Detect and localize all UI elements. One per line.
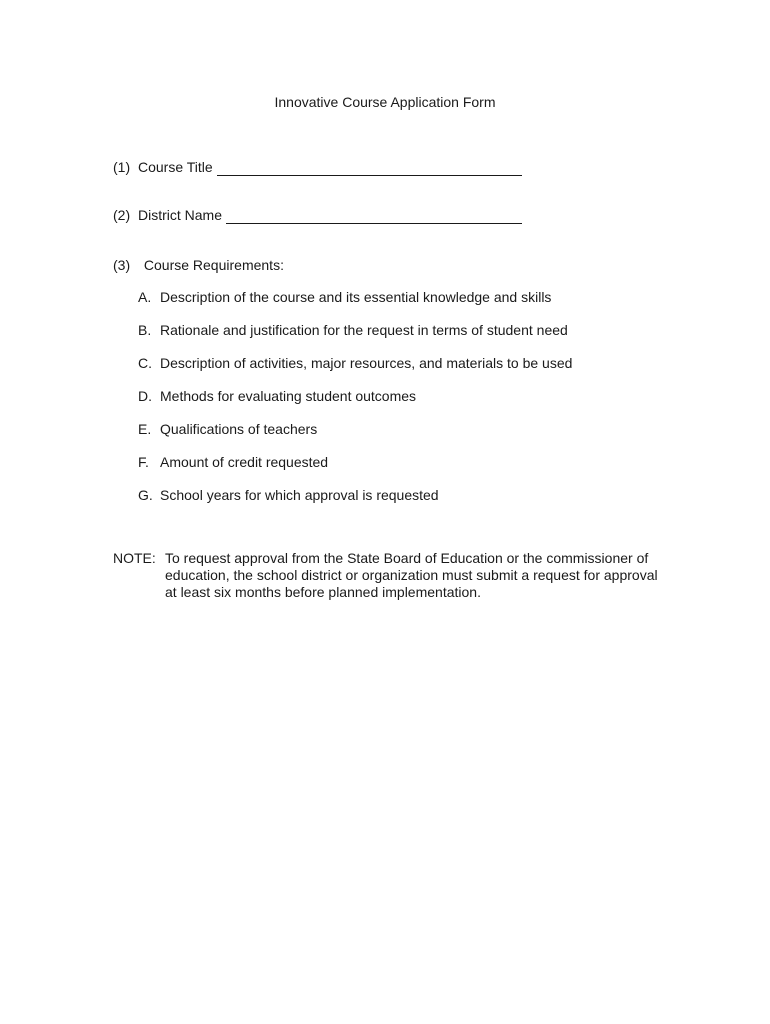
list-item	[138, 453, 572, 486]
item-text: Qualifications of teachers	[160, 421, 318, 437]
course-requirements-heading	[113, 256, 284, 274]
list-item	[138, 288, 572, 321]
form-title: Innovative Course Application Form	[274, 94, 496, 110]
item-letter: D.	[138, 388, 152, 404]
list-item	[138, 420, 572, 453]
item-text: Description of activities, major resources, and materials to be used	[160, 355, 573, 371]
section-number: (3)	[113, 257, 131, 273]
section-heading: Course Requirements:	[143, 257, 284, 273]
note-label: NOTE:	[113, 550, 156, 566]
field-number: (1)	[113, 159, 131, 175]
district-name-field	[113, 206, 522, 224]
list-item	[138, 486, 572, 519]
field-label: Course Title	[138, 159, 213, 175]
item-letter: E.	[138, 421, 152, 437]
list-item	[138, 354, 572, 387]
district-name-blank-line[interactable]	[226, 209, 522, 224]
field-number: (2)	[113, 207, 131, 223]
list-item	[138, 321, 572, 354]
item-letter: A.	[138, 289, 152, 305]
item-text: Amount of credit requested	[160, 454, 329, 470]
item-text: Description of the course and its essential knowledge and skills	[160, 289, 552, 305]
item-letter: B.	[138, 322, 152, 338]
list-item	[138, 387, 572, 420]
item-letter: F.	[138, 454, 149, 470]
course-title-field	[113, 158, 522, 176]
note-block	[113, 550, 673, 601]
item-text: School years for which approval is requested	[160, 487, 439, 503]
item-letter: C.	[138, 355, 152, 371]
requirements-list	[138, 288, 572, 519]
field-label: District Name	[138, 207, 223, 223]
course-title-blank-line[interactable]	[217, 161, 522, 176]
item-text: Rationale and justification for the request in terms of student need	[160, 322, 568, 338]
item-letter: G.	[138, 487, 153, 503]
note-text: To request approval from the State Board of Education or the commissioner of education, the school district or organization must submit a request for approval at least six months before planned implementation.	[165, 550, 658, 600]
item-text: Methods for evaluating student outcomes	[160, 388, 417, 404]
